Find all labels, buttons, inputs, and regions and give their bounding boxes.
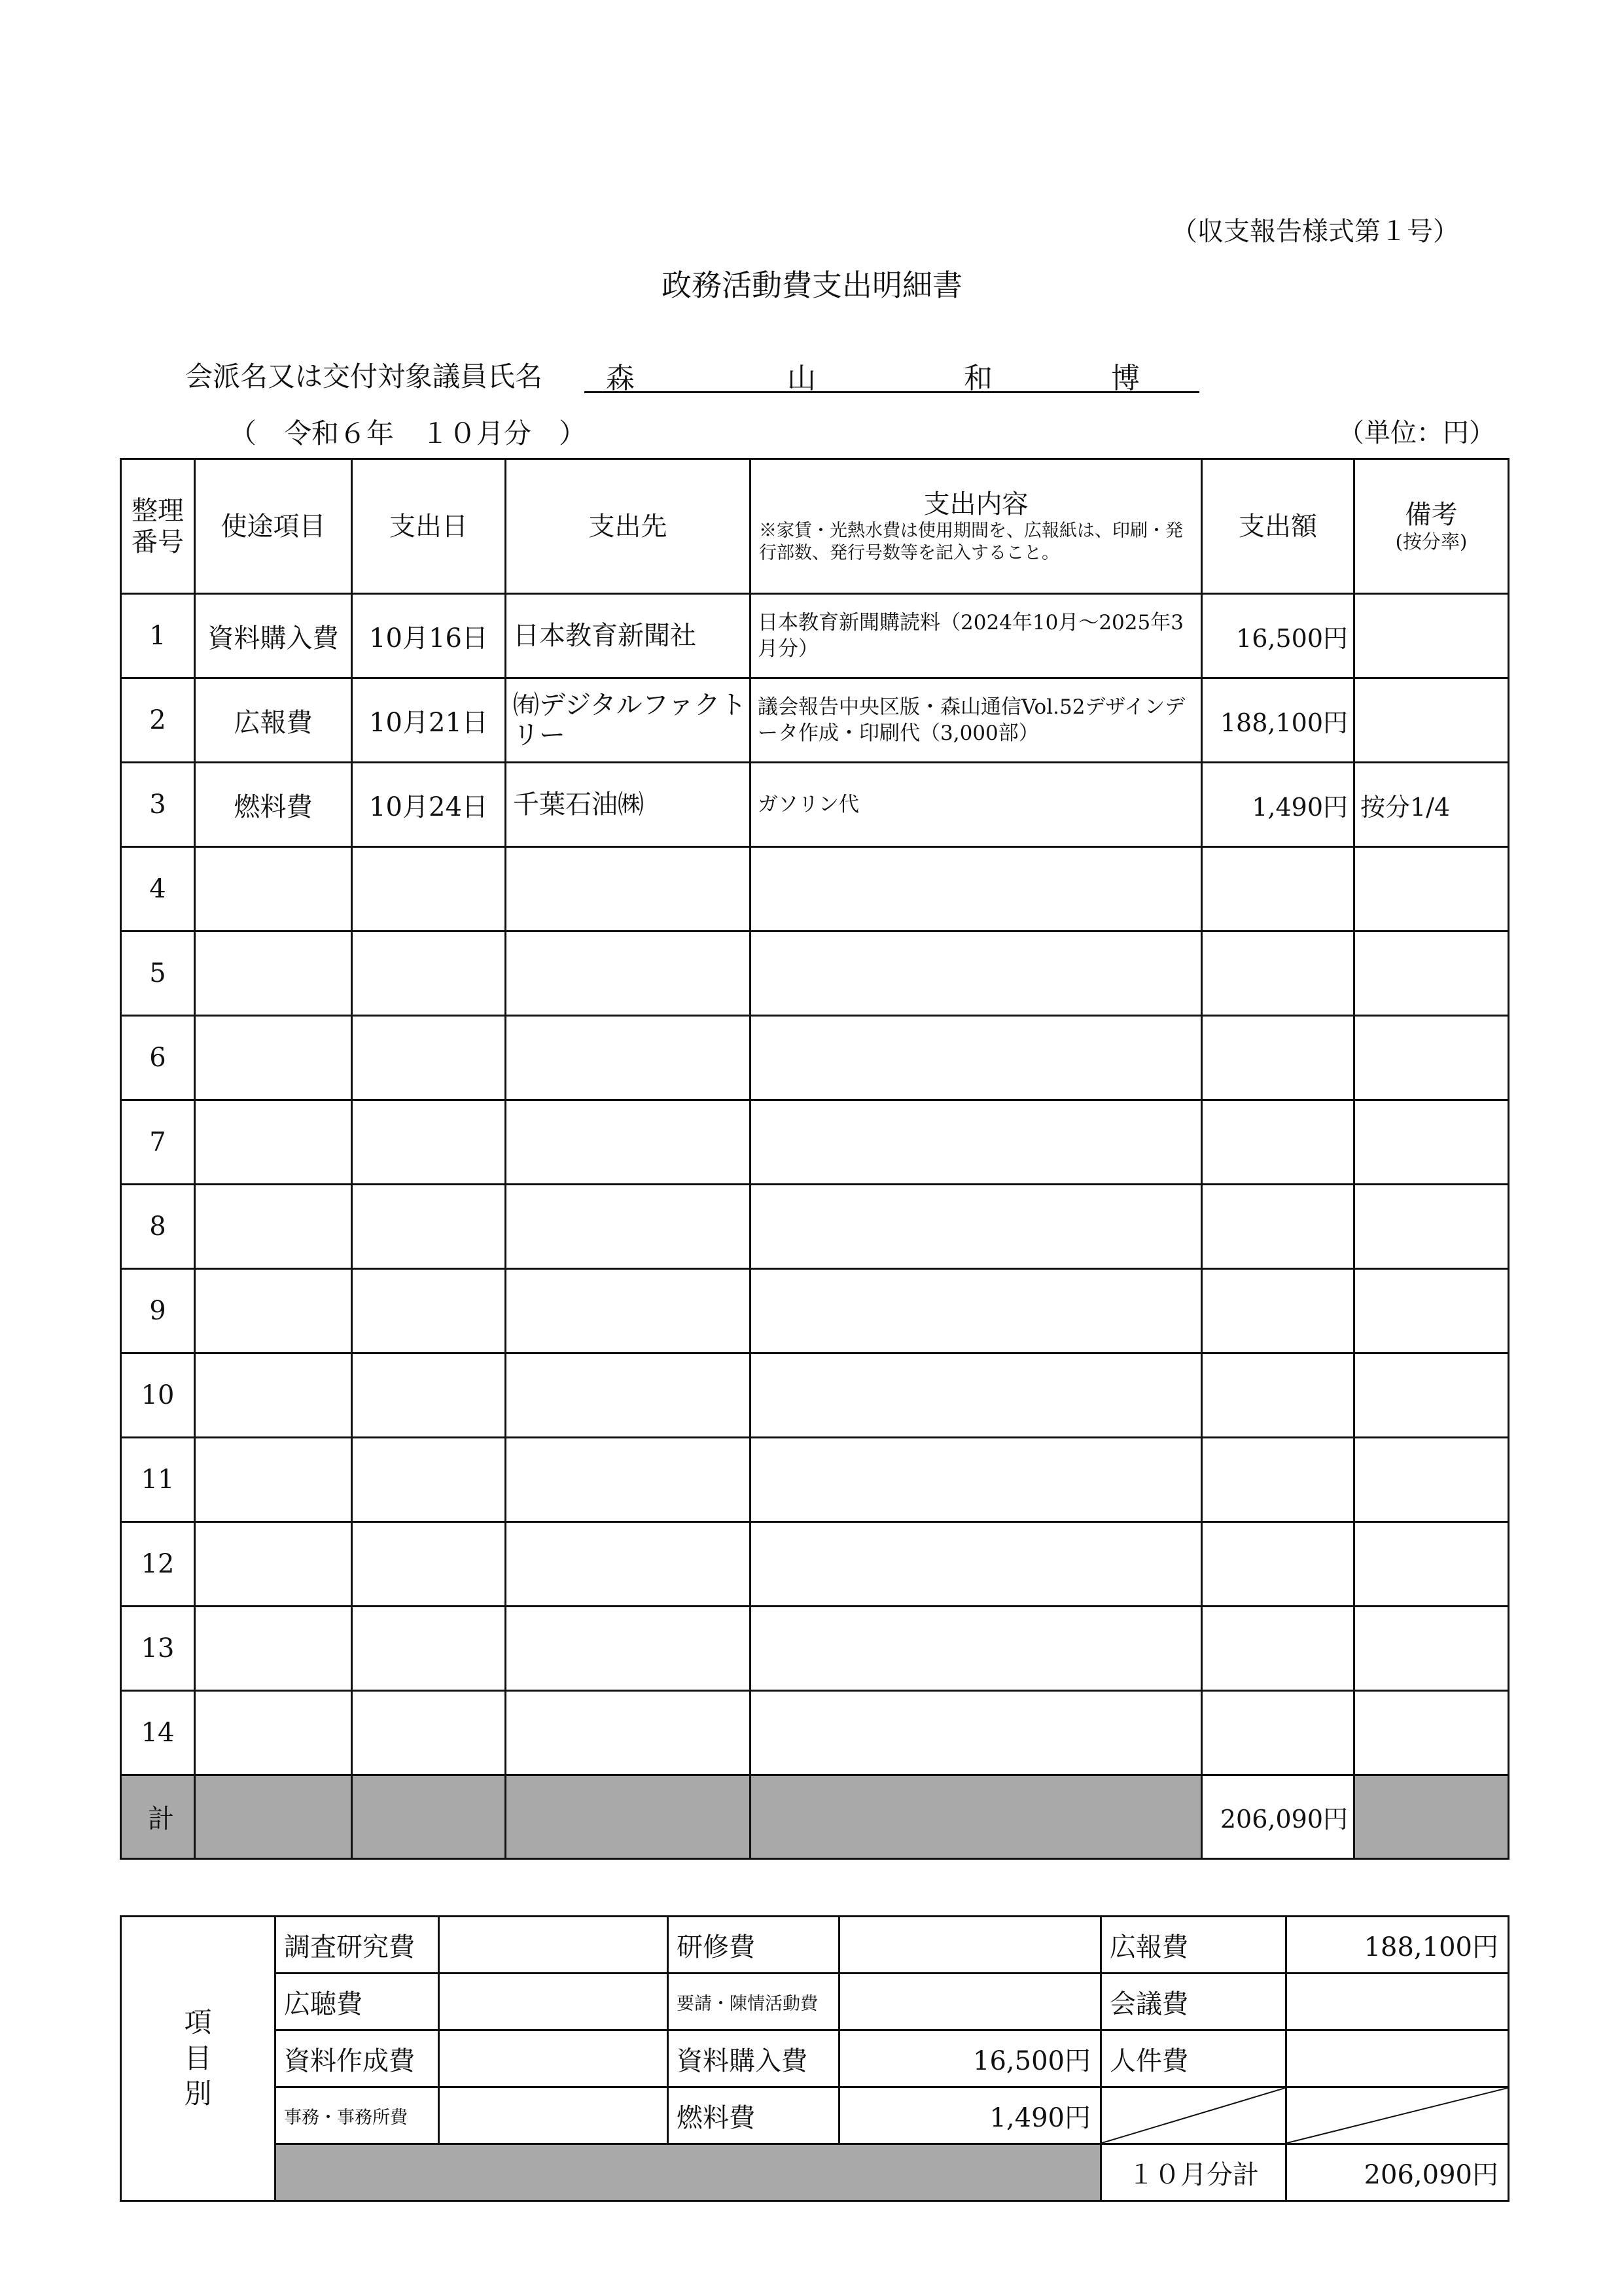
row-number: 3 xyxy=(121,763,195,847)
table-row xyxy=(121,931,1509,1016)
row-date xyxy=(352,1269,506,1353)
summary-value: 16,500円 xyxy=(839,2030,1101,2087)
table-header-row xyxy=(121,459,1509,594)
row-amount xyxy=(1202,847,1354,931)
summary-value xyxy=(1286,1974,1509,2030)
header-content xyxy=(750,459,1202,594)
total-amount: 206,090円 xyxy=(1202,1775,1354,1859)
row-remarks xyxy=(1354,1016,1509,1100)
row-number: 7 xyxy=(121,1100,195,1185)
row-date: 10月16日 xyxy=(352,594,506,678)
month-total-label: １０月分計 xyxy=(1101,2144,1286,2201)
row-remarks xyxy=(1354,1269,1509,1353)
row-remarks xyxy=(1354,1100,1509,1185)
summary-side-label xyxy=(121,1917,275,2201)
row-remarks: 按分1/4 xyxy=(1354,763,1509,847)
summary-label: 広聴費 xyxy=(275,1974,439,2030)
total-empty-cell xyxy=(1354,1775,1509,1859)
row-date xyxy=(352,1607,506,1691)
row-date xyxy=(352,1100,506,1185)
table-row xyxy=(121,1353,1509,1438)
row-payee xyxy=(506,1353,750,1438)
row-number: 12 xyxy=(121,1522,195,1607)
row-amount: 188,100円 xyxy=(1202,678,1354,763)
summary-label: 会議費 xyxy=(1101,1974,1286,2030)
unit-label: （単位：円） xyxy=(1338,418,1495,448)
summary-label: 事務・事務所費 xyxy=(275,2087,439,2144)
summary-value: 1,490円 xyxy=(839,2087,1101,2144)
row-purpose xyxy=(195,1269,352,1353)
row-remarks xyxy=(1354,1522,1509,1607)
row-date xyxy=(352,1691,506,1775)
total-empty-cell xyxy=(195,1775,352,1859)
row-date xyxy=(352,931,506,1016)
row-payee: ㈲デジタルファクトリー xyxy=(506,678,750,763)
member-name-char: 和 xyxy=(964,362,993,395)
summary-value xyxy=(839,1917,1101,1974)
summary-label: 資料作成費 xyxy=(275,2030,439,2087)
row-payee xyxy=(506,1185,750,1269)
table-row xyxy=(121,678,1509,763)
row-number: 10 xyxy=(121,1353,195,1438)
summary-label: 資料購入費 xyxy=(668,2030,839,2087)
row-amount: 16,500円 xyxy=(1202,594,1354,678)
row-payee xyxy=(506,847,750,931)
row-purpose xyxy=(195,1522,352,1607)
row-purpose xyxy=(195,1016,352,1100)
row-content xyxy=(750,1269,1202,1353)
row-content xyxy=(750,1100,1202,1185)
row-remarks xyxy=(1354,1185,1509,1269)
member-name-char: 森 xyxy=(606,362,635,395)
row-payee xyxy=(506,1016,750,1100)
header-content-note: ※家賃・光熱水費は使用期間を、広報紙は、印刷・発行部数、発行号数等を記入すること。 xyxy=(759,520,1183,563)
row-amount xyxy=(1202,1522,1354,1607)
table-row xyxy=(121,1016,1509,1100)
row-content xyxy=(750,1438,1202,1522)
total-empty-cell xyxy=(352,1775,506,1859)
row-content xyxy=(750,1691,1202,1775)
summary-label: 燃料費 xyxy=(668,2087,839,2144)
summary-grey-band xyxy=(275,2144,1101,2201)
summary-label: 調査研究費 xyxy=(275,1917,439,1974)
report-period: （ 令和６年 １０月分 ） xyxy=(229,417,587,449)
row-amount xyxy=(1202,1353,1354,1438)
struck-cell xyxy=(1286,2087,1509,2144)
row-payee xyxy=(506,1269,750,1353)
row-number: 2 xyxy=(121,678,195,763)
summary-value xyxy=(1286,2030,1509,2087)
row-date xyxy=(352,1353,506,1438)
member-name xyxy=(584,352,1199,393)
table-row xyxy=(121,847,1509,931)
row-amount xyxy=(1202,1607,1354,1691)
row-purpose: 資料購入費 xyxy=(195,594,352,678)
row-number: 1 xyxy=(121,594,195,678)
table-row xyxy=(121,1691,1509,1775)
header-remarks-title: 備考 xyxy=(1405,500,1458,531)
row-amount xyxy=(1202,1438,1354,1522)
summary-label: 人件費 xyxy=(1101,2030,1286,2087)
row-number: 5 xyxy=(121,931,195,1016)
row-content xyxy=(750,1353,1202,1438)
row-date xyxy=(352,1522,506,1607)
row-number: 4 xyxy=(121,847,195,931)
row-content xyxy=(750,1607,1202,1691)
header-no: 整理番号 xyxy=(121,459,195,594)
row-content: 日本教育新聞購読料（2024年10月～2025年3月分） xyxy=(750,594,1202,678)
row-purpose xyxy=(195,1691,352,1775)
table-row xyxy=(121,594,1509,678)
row-content: ガソリン代 xyxy=(750,763,1202,847)
row-content: 議会報告中央区版・森山通信Vol.52デザインデータ作成・印刷代（3,000部） xyxy=(750,678,1202,763)
row-amount xyxy=(1202,1269,1354,1353)
row-remarks xyxy=(1354,678,1509,763)
struck-cell xyxy=(1101,2087,1286,2144)
row-amount xyxy=(1202,1100,1354,1185)
row-number: 9 xyxy=(121,1269,195,1353)
row-date xyxy=(352,1185,506,1269)
summary-value: 188,100円 xyxy=(1286,1917,1509,1974)
row-remarks xyxy=(1354,1353,1509,1438)
total-empty-cell xyxy=(506,1775,750,1859)
expense-table xyxy=(120,458,1509,1860)
row-content xyxy=(750,847,1202,931)
summary-value xyxy=(439,1974,668,2030)
row-purpose: 広報費 xyxy=(195,678,352,763)
row-payee xyxy=(506,1691,750,1775)
row-purpose xyxy=(195,931,352,1016)
row-amount xyxy=(1202,931,1354,1016)
row-purpose xyxy=(195,1100,352,1185)
header-amount: 支出額 xyxy=(1202,459,1354,594)
row-date xyxy=(352,1016,506,1100)
total-label: 計 xyxy=(121,1775,195,1859)
row-content xyxy=(750,1522,1202,1607)
total-row xyxy=(121,1775,1509,1859)
row-purpose: 燃料費 xyxy=(195,763,352,847)
diagonal-strike xyxy=(1102,2088,1285,2143)
summary-value xyxy=(439,2087,668,2144)
row-number: 14 xyxy=(121,1691,195,1775)
row-payee: 日本教育新聞社 xyxy=(506,594,750,678)
row-remarks xyxy=(1354,847,1509,931)
row-date: 10月24日 xyxy=(352,763,506,847)
summary-label: 要請・陳情活動費 xyxy=(668,1974,839,2030)
table-row xyxy=(121,763,1509,847)
row-amount: 1,490円 xyxy=(1202,763,1354,847)
document-title: 政務活動費支出明細書 xyxy=(662,268,962,303)
row-purpose xyxy=(195,1438,352,1522)
row-purpose xyxy=(195,847,352,931)
row-purpose xyxy=(195,1353,352,1438)
row-payee xyxy=(506,1438,750,1522)
member-label: 会派名又は交付対象議員氏名 xyxy=(185,360,543,392)
row-number: 13 xyxy=(121,1607,195,1691)
row-remarks xyxy=(1354,931,1509,1016)
row-number: 8 xyxy=(121,1185,195,1269)
header-purpose: 使途項目 xyxy=(195,459,352,594)
summary-value xyxy=(439,1917,668,1974)
row-amount xyxy=(1202,1016,1354,1100)
header-remarks xyxy=(1354,459,1509,594)
table-row xyxy=(121,1607,1509,1691)
table-row xyxy=(121,1100,1509,1185)
month-total-value: 206,090円 xyxy=(1286,2144,1509,2201)
row-content xyxy=(750,931,1202,1016)
table-row xyxy=(121,1269,1509,1353)
table-row xyxy=(121,1522,1509,1607)
row-payee xyxy=(506,1100,750,1185)
header-remarks-sub: (按分率) xyxy=(1395,531,1468,553)
row-remarks xyxy=(1354,1691,1509,1775)
summary-value xyxy=(839,1974,1101,2030)
total-empty-cell xyxy=(750,1775,1202,1859)
row-content xyxy=(750,1016,1202,1100)
row-date xyxy=(352,847,506,931)
row-remarks xyxy=(1354,1607,1509,1691)
row-purpose xyxy=(195,1185,352,1269)
summary-label: 広報費 xyxy=(1101,1917,1286,1974)
row-purpose xyxy=(195,1607,352,1691)
row-date: 10月21日 xyxy=(352,678,506,763)
row-number: 11 xyxy=(121,1438,195,1522)
row-payee xyxy=(506,1522,750,1607)
summary-value xyxy=(439,2030,668,2087)
row-remarks xyxy=(1354,1438,1509,1522)
category-summary-table xyxy=(120,1915,1509,2202)
header-date: 支出日 xyxy=(352,459,506,594)
row-content xyxy=(750,1185,1202,1269)
row-amount xyxy=(1202,1691,1354,1775)
member-name-char: 山 xyxy=(787,362,816,395)
row-date xyxy=(352,1438,506,1522)
header-content-title: 支出内容 xyxy=(923,489,1029,519)
row-number: 6 xyxy=(121,1016,195,1100)
member-name-char: 博 xyxy=(1111,362,1140,395)
row-amount xyxy=(1202,1185,1354,1269)
diagonal-strike xyxy=(1287,2088,1508,2143)
header-payee: 支出先 xyxy=(506,459,750,594)
row-payee xyxy=(506,931,750,1016)
table-row xyxy=(121,1185,1509,1269)
form-number: （収支報告様式第１号） xyxy=(1171,217,1459,247)
row-payee: 千葉石油㈱ xyxy=(506,763,750,847)
row-payee xyxy=(506,1607,750,1691)
row-remarks xyxy=(1354,594,1509,678)
summary-label: 研修費 xyxy=(668,1917,839,1974)
table-row xyxy=(121,1438,1509,1522)
summary-side-label-text: 項目別 xyxy=(184,2006,212,2110)
